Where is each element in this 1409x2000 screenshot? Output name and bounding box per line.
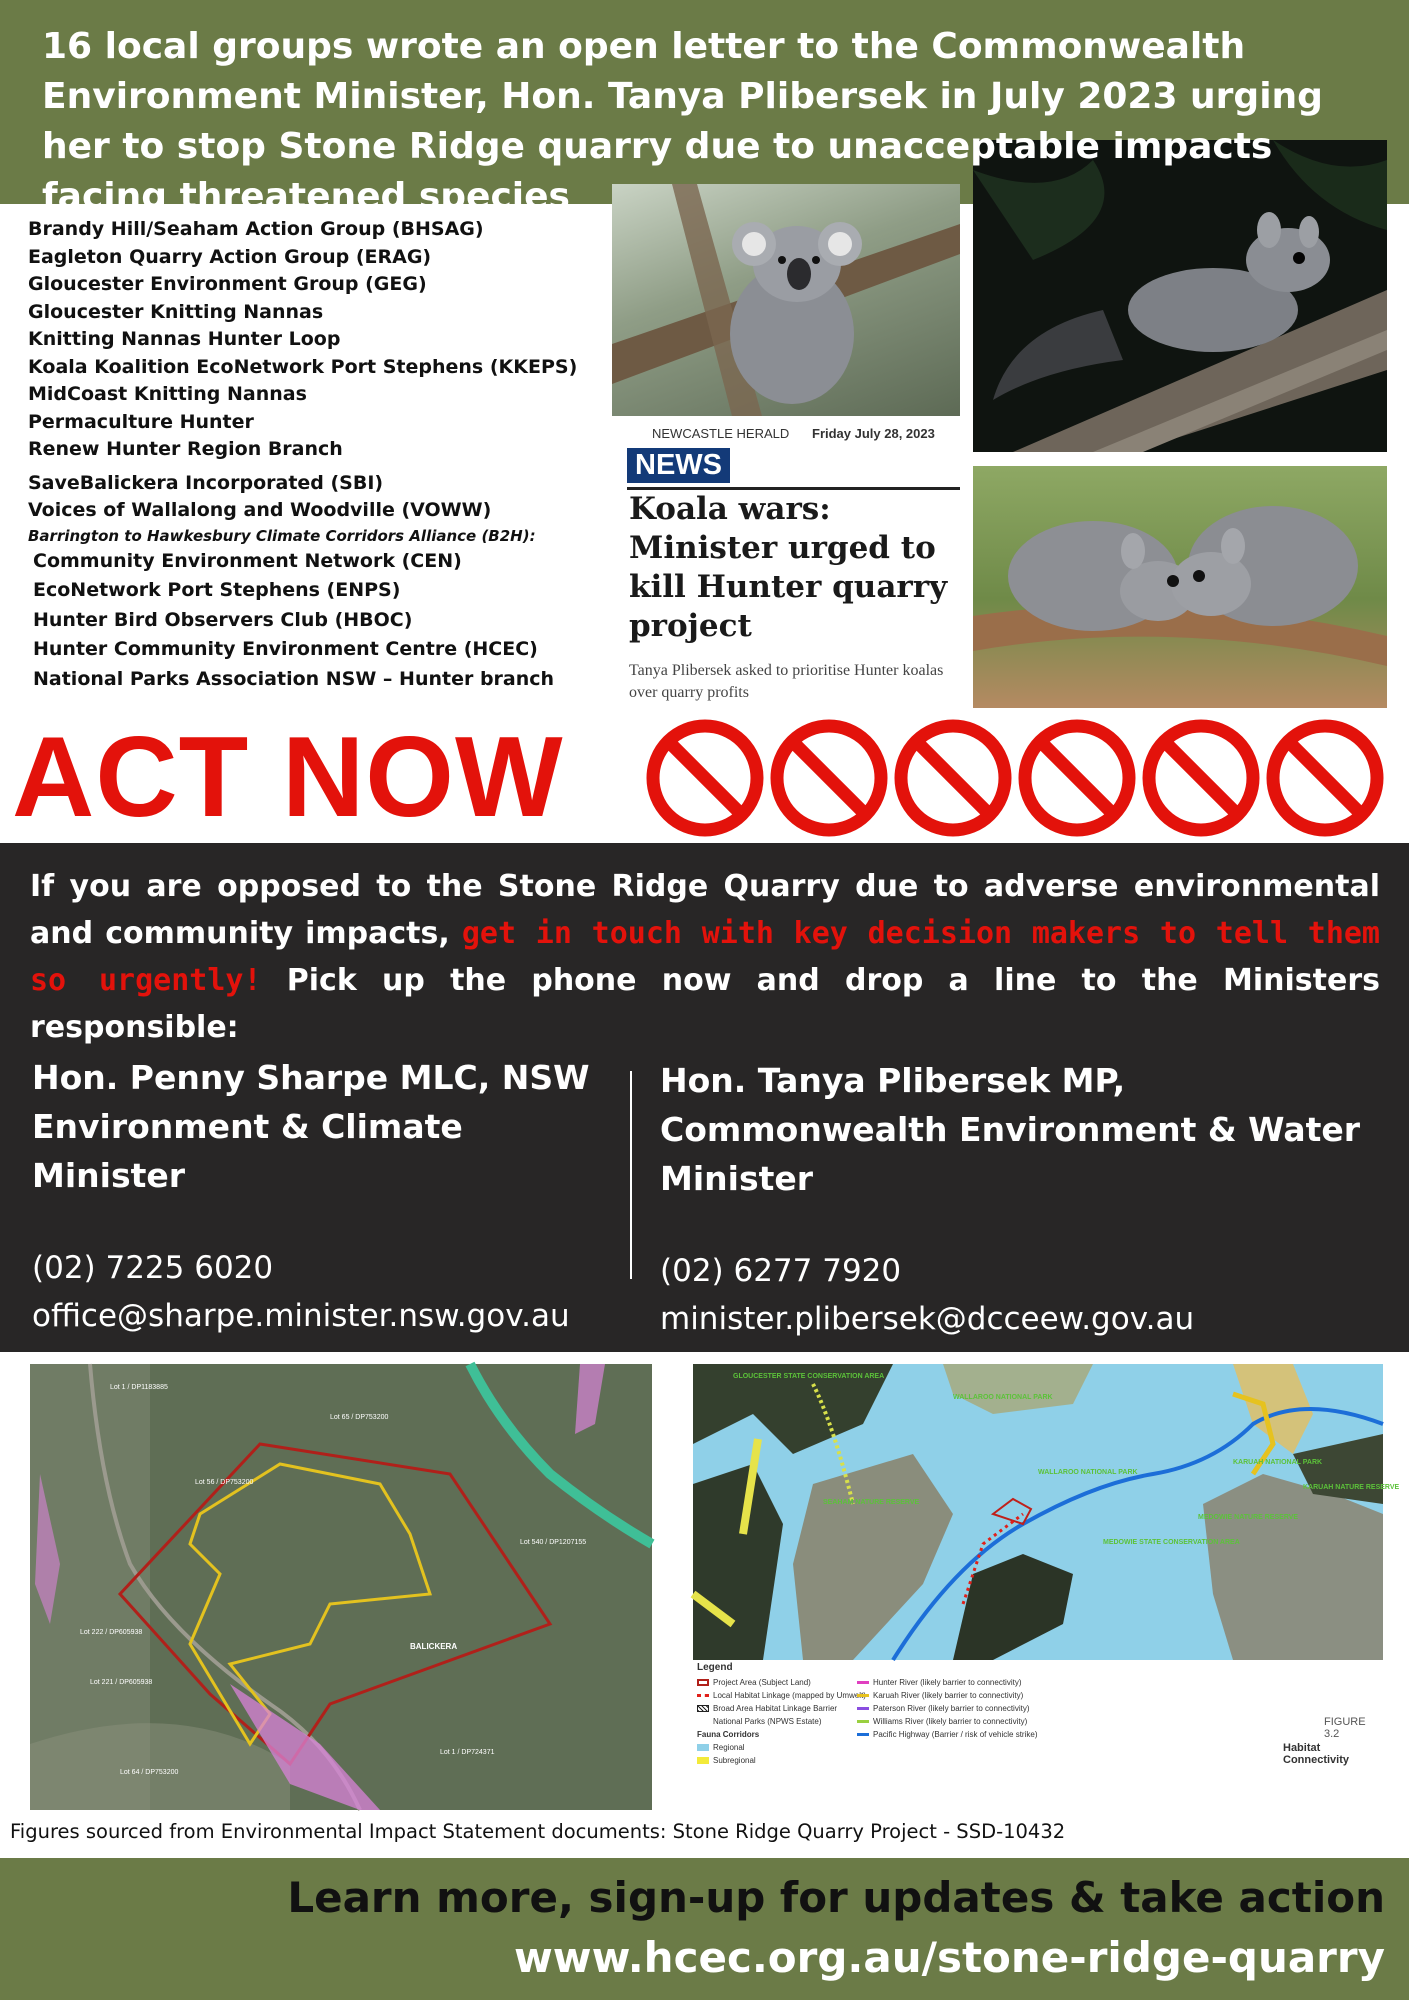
alliance-label: Barrington to Hawkesbury Climate Corridors Alliance (B2H): — [28, 526, 536, 545]
prohibition-sign-icon — [1141, 714, 1261, 842]
legend-title: Legend — [697, 1662, 733, 1673]
group-item: Koala Koalition EcoNetwork Port Stephens (KKEPS) — [28, 355, 578, 378]
call-to-action-text — [30, 863, 1380, 1051]
glider-photo-pair — [973, 466, 1387, 708]
minister-divider — [630, 1071, 632, 1279]
footer-website-link[interactable]: www.hcec.org.au/stone-ridge-quarry — [514, 1933, 1385, 1982]
footer-call-to-action: Learn more, sign-up for updates & take action — [287, 1873, 1385, 1922]
map-label: Lot 540 / DP1207155 — [520, 1539, 587, 1546]
legend-item: Karuah River (likely barrier to connectivity) — [857, 1689, 1037, 1702]
group-item: Brandy Hill/Seaham Action Group (BHSAG) — [28, 218, 484, 240]
legend-item: Hunter River (likely barrier to connectivity) — [857, 1676, 1037, 1689]
legend-item: Williams River (likely barrier to connectivity) — [857, 1715, 1037, 1728]
map-label: KARUAH NATURE RESERVE — [1303, 1484, 1400, 1491]
call-to-action-panel — [0, 843, 1409, 1352]
map-label: MEDOWIE STATE CONSERVATION AREA — [1103, 1539, 1240, 1546]
alliance-member: Community Environment Network (CEN) — [33, 549, 462, 572]
minister-email-link[interactable]: minister.plibersek@dcceew.gov.au — [660, 1301, 1195, 1337]
news-date: Friday July 28, 2023 — [812, 426, 935, 441]
minister-contact-commonwealth — [660, 1056, 1380, 1343]
group-item: Gloucester Knitting Nannas — [28, 300, 324, 323]
legend-item: Project Area (Subject Land) — [697, 1676, 866, 1689]
map-label: WALLAROO NATIONAL PARK — [1038, 1469, 1138, 1476]
legend-item: National Parks (NPWS Estate) — [713, 1717, 822, 1726]
legend-item: Subregional — [697, 1754, 866, 1767]
map-label: KARUAH NATIONAL PARK — [1233, 1459, 1323, 1466]
cta-intro: If you are opposed to the Stone Ridge Quarry due to adverse environmental and community impacts, — [30, 869, 1380, 951]
news-headline: Koala wars: Minister urged to kill Hunter quarry project — [629, 491, 948, 644]
map-legend — [697, 1662, 1127, 1765]
alliance-member: EcoNetwork Port Stephens (ENPS) — [33, 579, 401, 601]
legend-column — [857, 1676, 1037, 1741]
legend-item: Fauna Corridors — [697, 1730, 760, 1739]
footer-band — [0, 1858, 1409, 2000]
project-area-aerial-map — [30, 1364, 652, 1810]
group-item: Voices of Wallalong and Woodville (VOWW) — [28, 499, 492, 521]
prohibition-sign-icon — [645, 714, 765, 842]
map-label: MEDOWIE NATURE RESERVE — [1198, 1514, 1299, 1521]
prohibition-sign-icon — [1265, 714, 1385, 842]
map-label: Lot 64 / DP753200 — [120, 1769, 179, 1776]
map-label: Lot 1 / DP1183885 — [110, 1384, 168, 1391]
news-clipping — [612, 418, 960, 708]
group-item: Eagleton Quarry Action Group (ERAG) — [28, 245, 432, 268]
prohibition-sign-icon — [769, 714, 889, 842]
group-item: MidCoast Knitting Nannas — [28, 383, 307, 405]
prohibition-sign-icon — [1017, 714, 1137, 842]
figures-caption: Figures sourced from Environmental Impact Statement documents: Stone Ridge Quarry Project - SSD-10432 — [10, 1820, 1066, 1843]
news-badge: NEWS — [627, 448, 730, 483]
map-label: WALLAROO NATIONAL PARK — [953, 1394, 1053, 1401]
minister-phone-link[interactable]: (02) 6277 7920 — [660, 1253, 902, 1289]
legend-item: Regional — [697, 1741, 866, 1754]
map-label: SEAHAM NATURE RESERVE — [823, 1499, 920, 1506]
group-item: Gloucester Environment Group (GEG) — [28, 273, 427, 295]
alliance-member: National Parks Association NSW – Hunter branch — [33, 667, 555, 690]
minister-name: Hon. Penny Sharpe MLC, NSW Environment & Climate Minister — [32, 1058, 590, 1195]
signatory-groups-list — [28, 216, 608, 694]
legend-column — [697, 1676, 866, 1767]
alliance-member: Hunter Bird Observers Club (HBOC) — [33, 608, 413, 631]
map-label: Lot 1 / DP724371 — [440, 1749, 495, 1756]
minister-phone-link[interactable]: (02) 7225 6020 — [32, 1250, 274, 1286]
minister-email-link[interactable]: office@sharpe.minister.nsw.gov.au — [32, 1298, 570, 1334]
figure-number: FIGURE 3.2 — [1324, 1716, 1366, 1740]
prohibition-sign-icon — [893, 714, 1013, 842]
map-label: Lot 65 / DP753200 — [330, 1414, 389, 1421]
map-label: Lot 222 / DP605938 — [80, 1629, 143, 1636]
header-headline: 16 local groups wrote an open letter to the Commonwealth Environment Minister, Hon. Tanya Plibersek in July 2023 urging her to stop Stone Ridge quarry due to unacceptable impacts facing threatened species — [42, 26, 1323, 217]
figure-title: Habitat Connectivity — [1283, 1742, 1350, 1766]
group-item: Knitting Nannas Hunter Loop — [28, 328, 341, 350]
habitat-connectivity-map — [693, 1364, 1400, 1810]
news-subheadline: Tanya Plibersek asked to prioritise Hunter koalas over quarry profits — [629, 662, 944, 701]
group-item: SaveBalickera Incorporated (SBI) — [28, 471, 384, 494]
news-source: NEWCASTLE HERALD — [652, 426, 790, 441]
map-label: GLOUCESTER STATE CONSERVATION AREA — [733, 1373, 885, 1380]
legend-item: Paterson River (likely barrier to connectivity) — [857, 1702, 1037, 1715]
cta-urgent-highlight: get in touch with key decision makers to tell them so urgently! — [30, 916, 1380, 998]
act-now-heading: ACT NOW — [12, 714, 564, 841]
group-item: Permaculture Hunter — [28, 410, 254, 433]
minister-contact-nsw — [32, 1053, 622, 1340]
minister-name: Hon. Tanya Plibersek MP, Commonwealth Environment & Water Minister — [660, 1061, 1361, 1198]
cta-outro: Pick up the phone now and drop a line to the Ministers responsible: — [30, 963, 1380, 1045]
legend-item: Broad Area Habitat Linkage Barrier — [697, 1702, 866, 1715]
legend-item: Pacific Highway (Barrier / risk of vehicle strike) — [857, 1728, 1037, 1741]
group-item: Renew Hunter Region Branch — [28, 438, 343, 460]
map-label: Lot 221 / DP605938 — [90, 1679, 153, 1686]
map-label: Lot 56 / DP753200 — [195, 1479, 254, 1486]
legend-item: Local Habitat Linkage (mapped by Umwelt) — [697, 1689, 866, 1702]
map-label: BALICKERA — [410, 1642, 458, 1651]
alliance-member: Hunter Community Environment Centre (HCEC) — [33, 638, 538, 660]
